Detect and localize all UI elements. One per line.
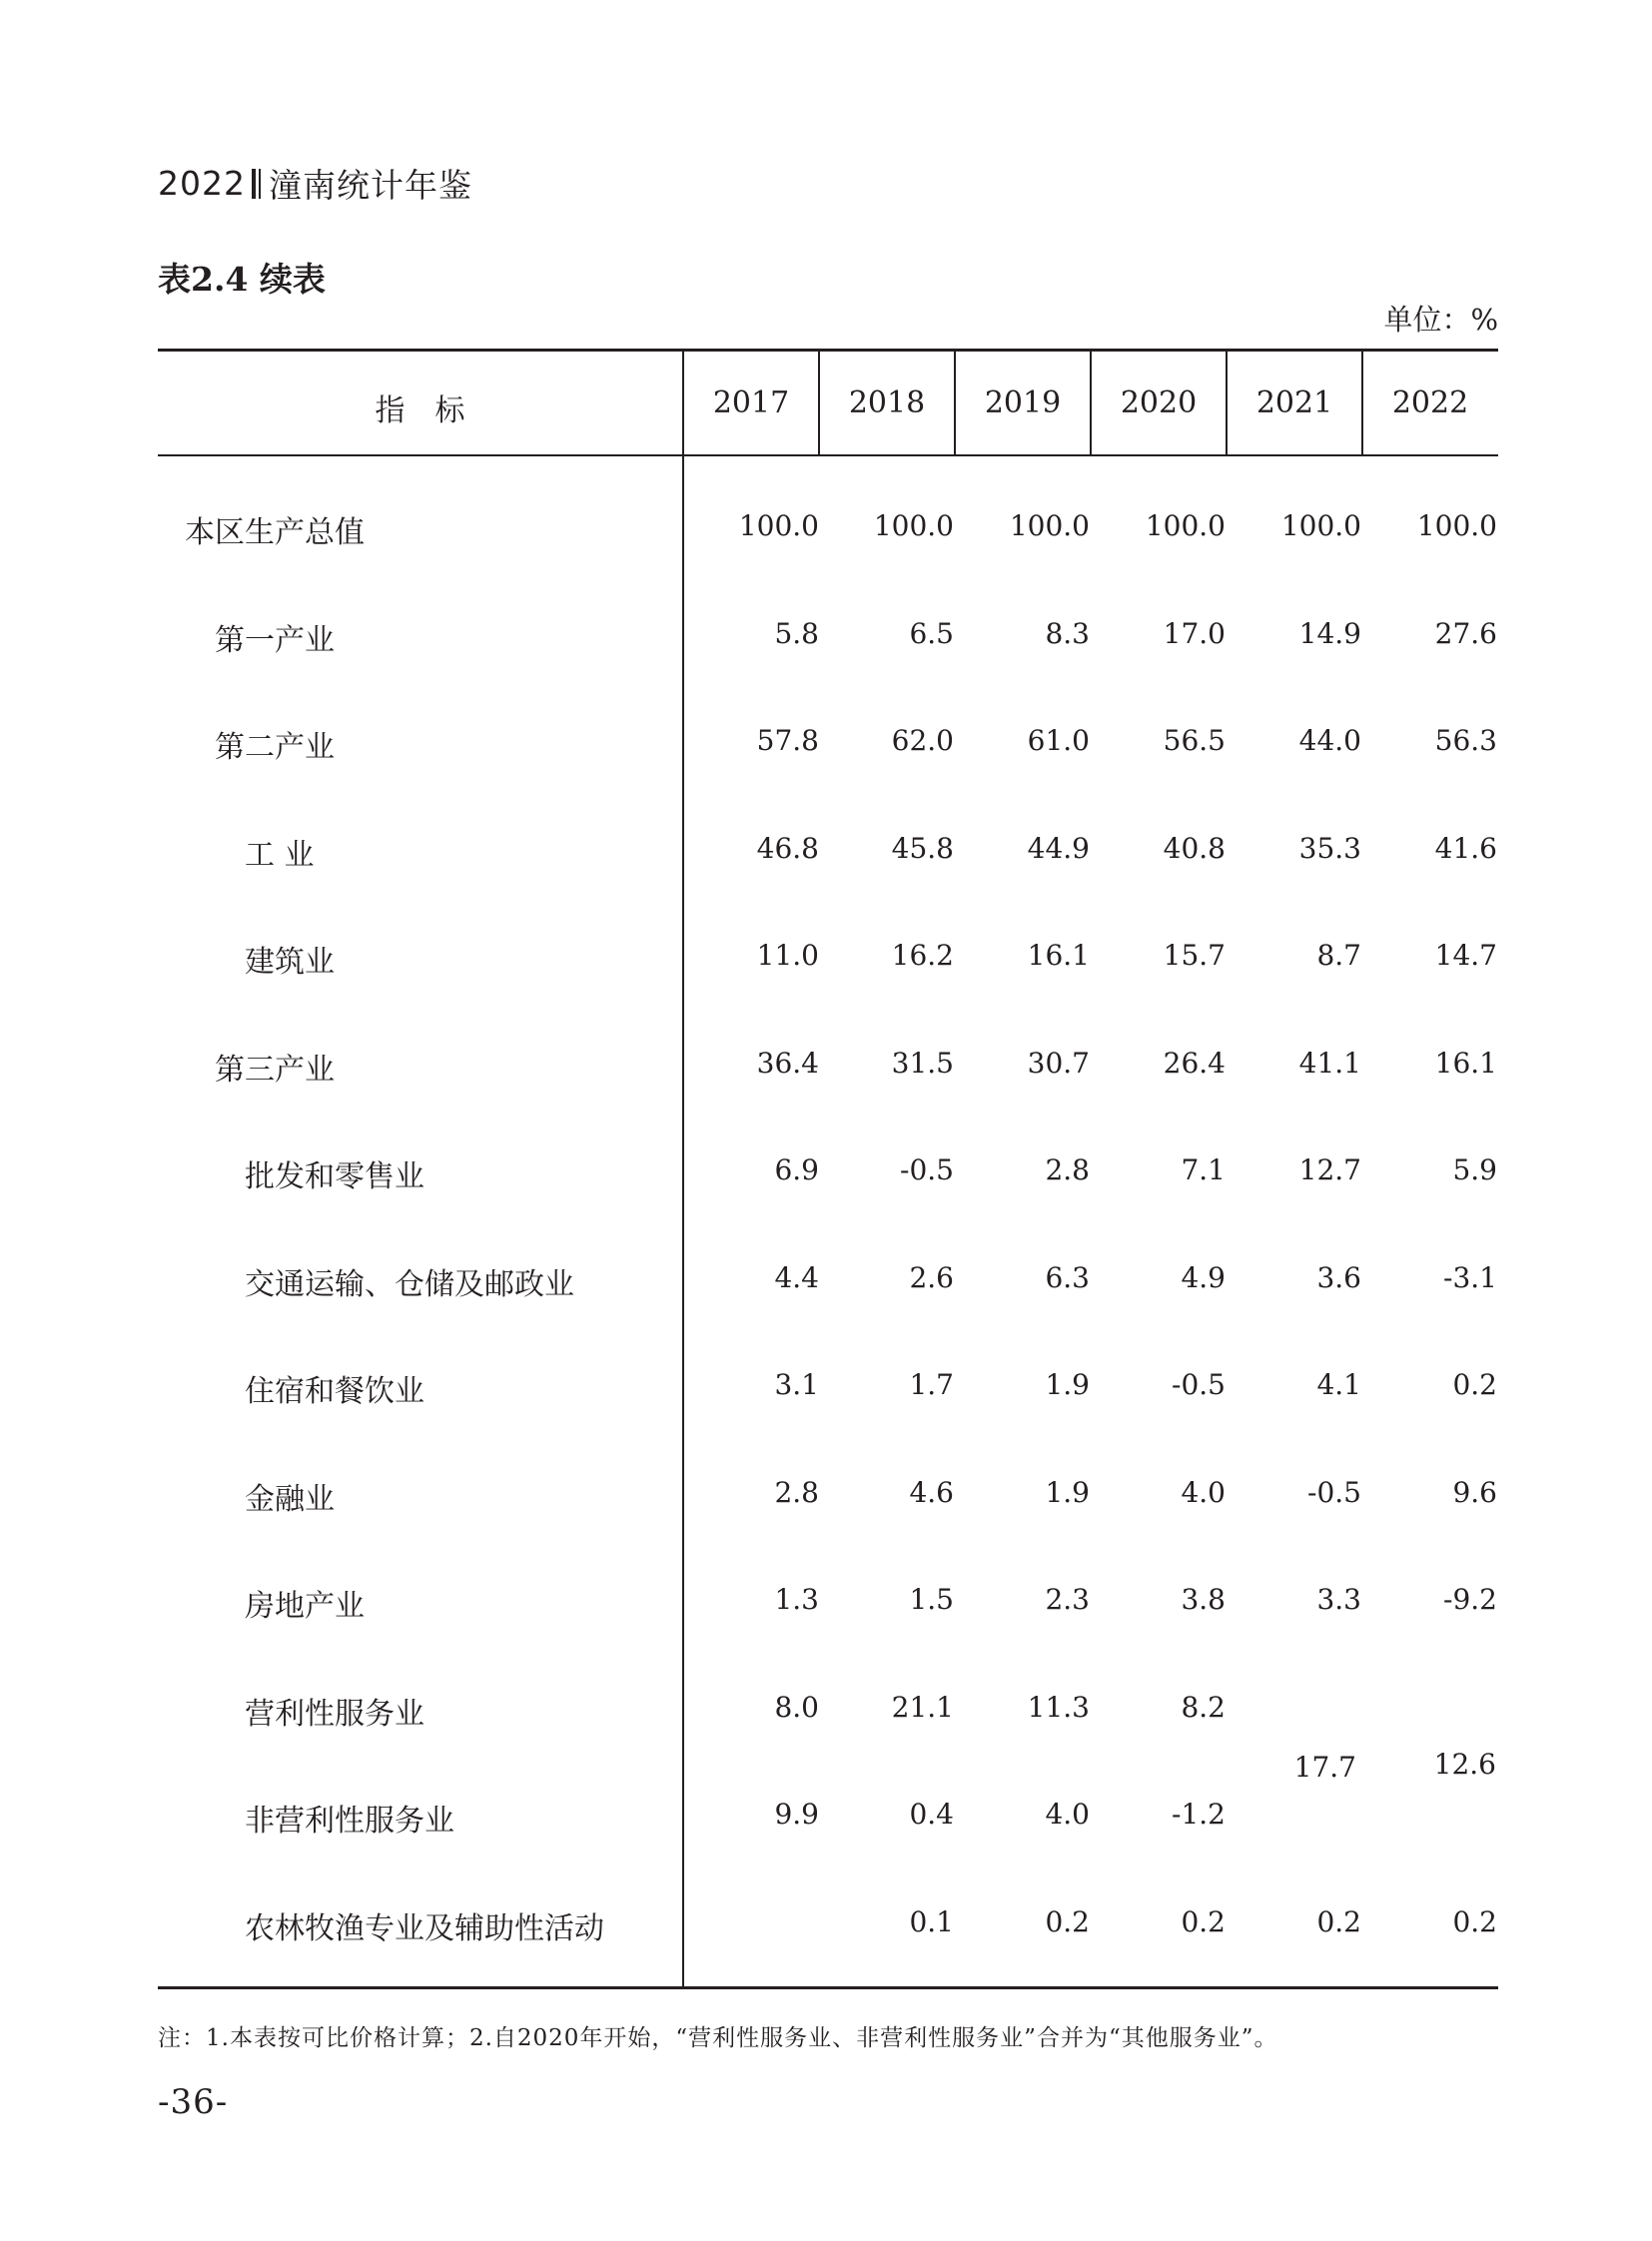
table-cell: 100.0	[873, 509, 954, 542]
table-cell: 14.7	[1434, 939, 1497, 972]
table-cell: -0.5	[1172, 1368, 1226, 1401]
table-cell: 100.0	[1145, 509, 1226, 542]
table-cell: 0.1	[909, 1905, 954, 1938]
column-header-year: 2020	[1120, 385, 1198, 420]
table-cell: 44.9	[1027, 832, 1090, 865]
column-header-year: 2021	[1255, 385, 1333, 420]
table-cell: 11.3	[1027, 1691, 1090, 1724]
table-cell: 8.3	[1045, 617, 1090, 650]
table-cell: -0.5	[1307, 1476, 1361, 1509]
table-cell: 3.6	[1316, 1261, 1361, 1294]
column-header-indicator: 指 标	[375, 393, 465, 428]
table-title: 表2.4 续表	[158, 260, 326, 299]
table-cell: 100.0	[1009, 509, 1090, 542]
table-cell: 16.2	[891, 939, 954, 972]
table-cell: 36.4	[756, 1047, 819, 1080]
page-number: -36-	[158, 2082, 229, 2122]
row-label: 交通运输、仓储及邮政业	[245, 1267, 574, 1302]
table-cell: -0.5	[900, 1153, 954, 1186]
indicator-column-divider	[682, 350, 684, 1988]
table-cell: 62.0	[891, 724, 954, 757]
merged-cell-2022: 12.6	[1433, 1748, 1496, 1781]
header-divider	[252, 169, 256, 199]
table-cell: 30.7	[1027, 1047, 1090, 1080]
table-cell: 44.0	[1298, 724, 1361, 757]
row-label: 房地产业	[245, 1589, 365, 1624]
table-cell: 1.3	[774, 1583, 819, 1616]
table-cell: 5.8	[774, 617, 819, 650]
table-cell: 7.1	[1181, 1153, 1226, 1186]
table-cell: 6.5	[909, 617, 954, 650]
row-label: 第一产业	[215, 623, 335, 658]
row-label: 工 业	[245, 838, 315, 873]
row-label: 批发和零售业	[245, 1159, 424, 1194]
row-label: 住宿和餐饮业	[245, 1374, 424, 1409]
table-bottom-rule	[158, 1986, 1498, 1989]
table-cell: 31.5	[891, 1047, 954, 1080]
table-cell: 4.4	[774, 1261, 819, 1294]
table-cell: 0.2	[1316, 1905, 1361, 1938]
table-cell: 41.6	[1434, 832, 1497, 865]
table-cell: 17.0	[1163, 617, 1226, 650]
table-cell: 0.2	[1181, 1905, 1226, 1938]
table-cell: 35.3	[1298, 832, 1361, 865]
table-cell: 100.0	[1416, 509, 1497, 542]
header-divider-thin	[259, 169, 261, 199]
table-cell: 9.9	[774, 1798, 819, 1831]
column-header-year: 2018	[848, 385, 926, 420]
table-cell: 40.8	[1163, 832, 1226, 865]
table-cell: 2.3	[1045, 1583, 1090, 1616]
table-cell: 16.1	[1434, 1047, 1497, 1080]
row-label: 农林牧渔专业及辅助性活动	[245, 1911, 604, 1946]
table-cell: 46.8	[756, 832, 819, 865]
running-header	[158, 160, 472, 207]
table-cell: -3.1	[1443, 1261, 1497, 1294]
table-cell: 57.8	[756, 724, 819, 757]
row-label: 金融业	[245, 1482, 335, 1517]
row-label: 营利性服务业	[245, 1697, 424, 1732]
table-cell: 5.9	[1452, 1153, 1497, 1186]
table-cell: 26.4	[1163, 1047, 1226, 1080]
table-cell: 0.4	[909, 1798, 954, 1831]
column-header-year: 2019	[984, 385, 1062, 420]
table-cell: 8.0	[774, 1691, 819, 1724]
table-cell: 3.1	[774, 1368, 819, 1401]
table-cell: 0.2	[1452, 1368, 1497, 1401]
table-cell: 6.3	[1045, 1261, 1090, 1294]
table-cell: 1.9	[1045, 1476, 1090, 1509]
table-cell: 1.7	[909, 1368, 954, 1401]
table-cell: 12.7	[1298, 1153, 1361, 1186]
column-header-year: 2017	[712, 385, 790, 420]
table-cell: 100.0	[1280, 509, 1361, 542]
table-cell: 0.2	[1452, 1905, 1497, 1938]
table-cell: 21.1	[891, 1691, 954, 1724]
table-cell: 41.1	[1298, 1047, 1361, 1080]
table-cell: 61.0	[1027, 724, 1090, 757]
row-label: 建筑业	[245, 945, 335, 980]
table-cell: 6.9	[774, 1153, 819, 1186]
table-cell: 8.2	[1181, 1691, 1226, 1724]
table-cell: 4.6	[909, 1476, 954, 1509]
table-top-rule	[158, 349, 1498, 352]
table-cell: 11.0	[756, 939, 819, 972]
table-cell: 4.0	[1045, 1798, 1090, 1831]
table-cell: -9.2	[1443, 1583, 1497, 1616]
column-header-year: 2022	[1391, 385, 1469, 420]
row-label: 第二产业	[215, 730, 335, 765]
table-cell: 8.7	[1316, 939, 1361, 972]
table-cell: 9.6	[1452, 1476, 1497, 1509]
table-cell: 27.6	[1434, 617, 1497, 650]
merged-cell-2021: 17.7	[1293, 1751, 1356, 1784]
table-cell: 4.9	[1181, 1261, 1226, 1294]
table-cell: 3.8	[1181, 1583, 1226, 1616]
table-cell: 15.7	[1163, 939, 1226, 972]
table-cell: 4.0	[1181, 1476, 1226, 1509]
table-cell: 2.8	[1045, 1153, 1090, 1186]
table-note: 注：1.本表按可比价格计算；2.自2020年开始，“营利性服务业、非营利性服务业”合并为“其他服务业”。	[158, 2025, 1278, 2051]
row-label: 第三产业	[215, 1053, 335, 1088]
table-cell: 100.0	[738, 509, 819, 542]
header-year: 2022	[158, 164, 246, 203]
table-cell: 0.2	[1045, 1905, 1090, 1938]
row-label: 非营利性服务业	[245, 1804, 454, 1839]
table-cell: 1.9	[1045, 1368, 1090, 1401]
table-cell: 56.3	[1434, 724, 1497, 757]
table-cell: 16.1	[1027, 939, 1090, 972]
row-label: 本区生产总值	[185, 515, 365, 550]
table-cell: 14.9	[1298, 617, 1361, 650]
table-cell: -1.2	[1172, 1798, 1226, 1831]
table-cell: 45.8	[891, 832, 954, 865]
table-cell: 4.1	[1316, 1368, 1361, 1401]
header-book-title: 潼南统计年鉴	[268, 166, 472, 205]
table-cell: 56.5	[1163, 724, 1226, 757]
table-header-rule	[158, 454, 1498, 456]
table-cell: 3.3	[1316, 1583, 1361, 1616]
table-cell: 2.6	[909, 1261, 954, 1294]
table-cell: 1.5	[909, 1583, 954, 1616]
table-cell: 2.8	[774, 1476, 819, 1509]
unit-label: 单位：%	[1383, 303, 1498, 337]
